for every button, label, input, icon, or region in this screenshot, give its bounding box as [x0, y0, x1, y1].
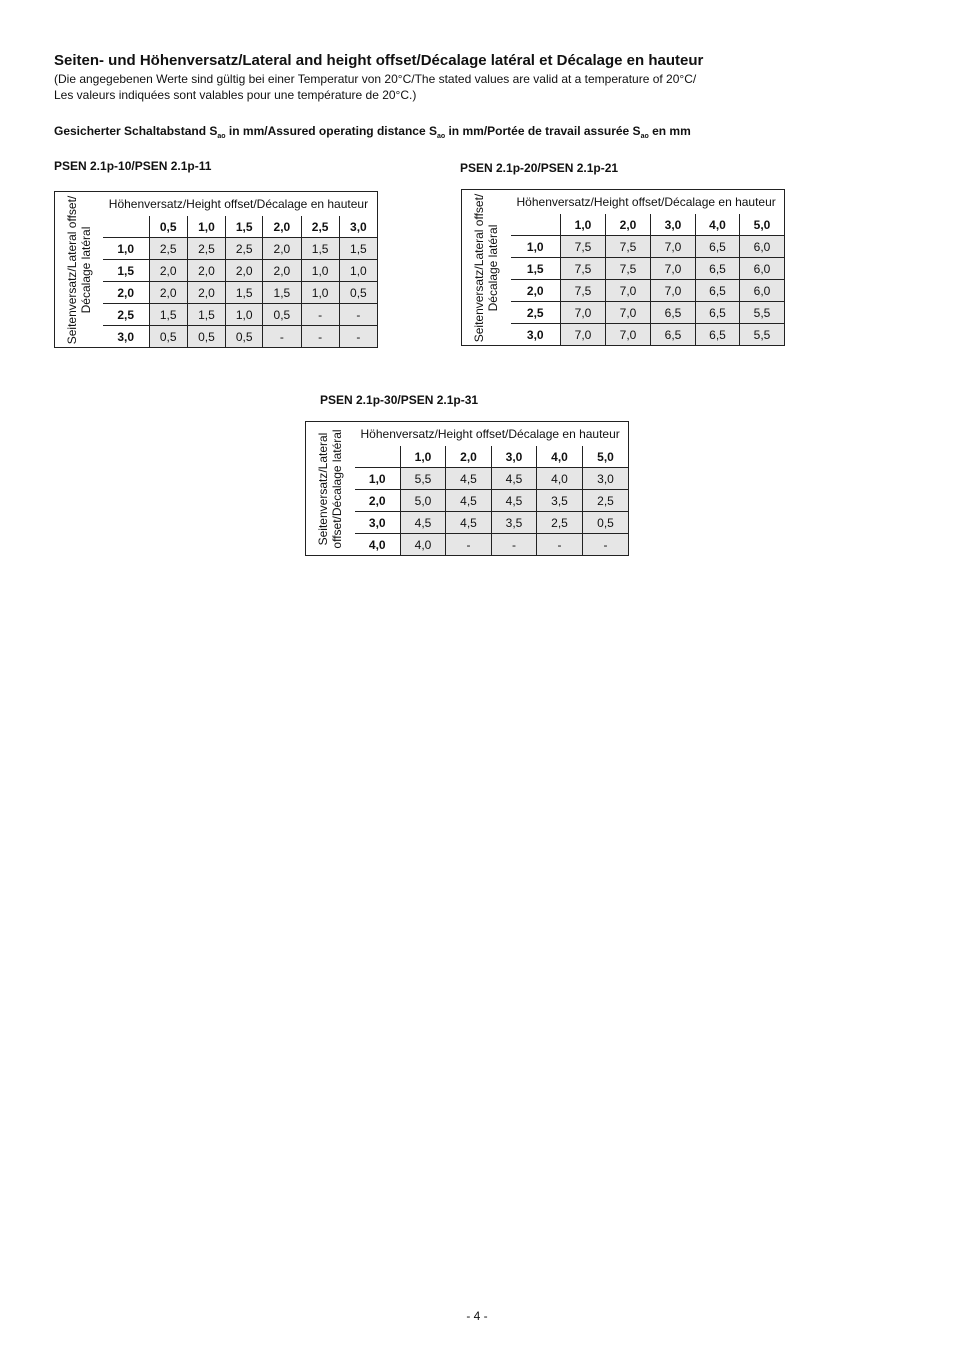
row-header: 3,0 — [511, 324, 561, 346]
lateral-offset-line-2: offset/Décalage latéral — [330, 428, 345, 549]
value-cell: 2,0 — [263, 238, 301, 260]
table-row — [55, 260, 378, 282]
lateral-offset-label — [462, 190, 511, 346]
row-header: 3,0 — [355, 512, 401, 534]
value-cell: 7,5 — [561, 280, 606, 302]
row-header: 2,5 — [511, 302, 561, 324]
value-cell: 2,0 — [187, 282, 225, 304]
assured-sub-1: ao — [217, 133, 226, 140]
offset-table-3 — [305, 421, 629, 556]
value-cell: 3,5 — [537, 490, 583, 512]
table-3-label: PSEN 2.1p-30/PSEN 2.1p-31 — [320, 393, 479, 407]
value-cell: 4,0 — [537, 468, 583, 490]
table-row — [55, 282, 378, 304]
lateral-offset-line-1: Seitenversatz/Lateral — [316, 432, 331, 545]
value-cell: 2,5 — [537, 512, 583, 534]
value-cell: 5,0 — [401, 490, 446, 512]
column-header: 4,0 — [696, 214, 740, 236]
temperature-note-line-2: Les valeurs indiquées sont valables pour une température de 20°C.) — [54, 88, 417, 102]
column-header: 2,0 — [446, 446, 492, 468]
assured-sub-3: ao — [640, 133, 649, 140]
value-cell: 1,5 — [339, 238, 377, 260]
value-cell: 6,5 — [696, 280, 740, 302]
value-cell: 0,5 — [226, 326, 263, 348]
column-header: 3,0 — [492, 446, 537, 468]
value-cell: 1,5 — [226, 282, 263, 304]
lateral-offset-line-1: Seitenversatz/Lateral offset/ — [64, 195, 79, 344]
table-row — [55, 238, 378, 260]
value-cell: 7,5 — [606, 258, 651, 280]
value-cell: - — [339, 304, 377, 326]
value-cell: 6,5 — [696, 236, 740, 258]
assured-text-3: in mm/Portée de travail assurée S — [445, 124, 641, 138]
value-cell: 7,0 — [606, 280, 651, 302]
value-cell: 7,0 — [606, 302, 651, 324]
column-header: 4,0 — [537, 446, 583, 468]
row-header: 2,0 — [355, 490, 401, 512]
value-cell: 1,5 — [301, 238, 339, 260]
value-cell: - — [263, 326, 301, 348]
lateral-offset-label — [306, 422, 355, 556]
column-header-row — [55, 216, 378, 238]
value-cell: 7,0 — [651, 258, 696, 280]
row-header: 1,0 — [103, 238, 149, 260]
value-cell: - — [583, 534, 629, 556]
value-cell: 6,5 — [651, 302, 696, 324]
value-cell: 6,0 — [740, 236, 785, 258]
corner-cell — [103, 216, 149, 238]
value-cell: 6,0 — [740, 258, 785, 280]
header-row — [462, 190, 785, 215]
value-cell: 2,5 — [226, 238, 263, 260]
value-cell: - — [339, 326, 377, 348]
value-cell: 1,5 — [149, 304, 187, 326]
column-header: 2,5 — [301, 216, 339, 238]
value-cell: 0,5 — [149, 326, 187, 348]
value-cell: 7,5 — [561, 236, 606, 258]
height-offset-header: Höhenversatz/Height offset/Décalage en hauteur — [108, 197, 369, 211]
header-row — [306, 422, 629, 447]
value-cell: 7,0 — [606, 324, 651, 346]
value-cell: 1,5 — [263, 282, 301, 304]
value-cell: 5,5 — [740, 302, 785, 324]
offset-table-2 — [461, 189, 785, 346]
value-cell: 6,5 — [651, 324, 696, 346]
row-header: 1,0 — [355, 468, 401, 490]
corner-cell — [511, 214, 561, 236]
value-cell: 4,5 — [446, 468, 492, 490]
value-cell: 4,5 — [446, 490, 492, 512]
column-header: 1,0 — [561, 214, 606, 236]
value-cell: 1,0 — [301, 282, 339, 304]
table-row — [55, 304, 378, 326]
assured-text-4: en mm — [648, 124, 691, 138]
assured-sub-2: ao — [436, 133, 446, 140]
header-row — [55, 192, 378, 217]
value-cell: 3,5 — [492, 512, 537, 534]
value-cell: 7,0 — [561, 324, 606, 346]
temperature-note-line-1: (Die angegebenen Werte sind gültig bei einer Temperatur von 20°C/The stated values are valid at a temperature of 20°C/ — [54, 72, 697, 86]
assured-text-2: in mm/Assured operating distance S — [225, 124, 437, 138]
value-cell: 2,5 — [583, 490, 629, 512]
value-cell: 4,5 — [446, 512, 492, 534]
row-header: 1,5 — [103, 260, 149, 282]
column-header: 5,0 — [583, 446, 629, 468]
column-header: 1,0 — [401, 446, 446, 468]
value-cell: 2,0 — [263, 260, 301, 282]
column-header: 2,0 — [606, 214, 651, 236]
value-cell: 0,5 — [263, 304, 301, 326]
value-cell: 7,0 — [651, 280, 696, 302]
table-row — [55, 326, 378, 348]
value-cell: 2,5 — [187, 238, 225, 260]
value-cell: 7,5 — [606, 236, 651, 258]
value-cell: 4,0 — [401, 534, 446, 556]
value-cell: 0,5 — [583, 512, 629, 534]
row-header: 4,0 — [355, 534, 401, 556]
value-cell: 5,5 — [740, 324, 785, 346]
value-cell: 6,0 — [740, 280, 785, 302]
offset-table-1 — [54, 191, 378, 348]
row-header: 2,0 — [511, 280, 561, 302]
value-cell: 5,5 — [401, 468, 446, 490]
column-header: 5,0 — [740, 214, 785, 236]
value-cell: 2,0 — [187, 260, 225, 282]
row-header: 1,0 — [511, 236, 561, 258]
value-cell: 2,0 — [226, 260, 263, 282]
value-cell: 6,5 — [696, 258, 740, 280]
value-cell: 0,5 — [339, 282, 377, 304]
page-title: Seiten- und Höhenversatz/Lateral and height offset/Décalage latéral et Décalage en hauteur — [54, 52, 704, 69]
column-header: 3,0 — [651, 214, 696, 236]
lateral-offset-text — [472, 193, 500, 342]
lateral-offset-line-1: Seitenversatz/Lateral offset/ — [472, 193, 487, 342]
column-header: 1,0 — [187, 216, 225, 238]
corner-cell — [355, 446, 401, 468]
value-cell: - — [301, 304, 339, 326]
value-cell: 3,0 — [583, 468, 629, 490]
column-header: 3,0 — [339, 216, 377, 238]
row-header: 2,5 — [103, 304, 149, 326]
value-cell: 4,5 — [492, 468, 537, 490]
lateral-offset-label — [55, 192, 103, 348]
page-number: - 4 - — [466, 1309, 488, 1323]
value-cell: 4,5 — [401, 512, 446, 534]
column-header: 1,5 — [226, 216, 263, 238]
value-cell: 0,5 — [187, 326, 225, 348]
row-header: 3,0 — [103, 326, 149, 348]
value-cell: 7,0 — [651, 236, 696, 258]
table-2-label: PSEN 2.1p-20/PSEN 2.1p-21 — [460, 161, 619, 175]
value-cell: 7,0 — [561, 302, 606, 324]
assured-text-1: Gesicherter Schaltabstand S — [54, 124, 218, 138]
lateral-offset-text — [65, 195, 93, 344]
height-offset-header: Höhenversatz/Height offset/Décalage en hauteur — [516, 195, 776, 209]
value-cell: 6,5 — [696, 302, 740, 324]
column-header: 0,5 — [149, 216, 187, 238]
value-cell: 1,0 — [339, 260, 377, 282]
lateral-offset-line-2: Décalage latéral — [486, 224, 501, 311]
value-cell: 1,5 — [187, 304, 225, 326]
value-cell: 1,0 — [301, 260, 339, 282]
value-cell: - — [446, 534, 492, 556]
value-cell: 1,0 — [226, 304, 263, 326]
value-cell: 6,5 — [696, 324, 740, 346]
row-header: 2,0 — [103, 282, 149, 304]
value-cell: 7,5 — [561, 258, 606, 280]
lateral-offset-text — [316, 429, 344, 548]
value-cell: - — [301, 326, 339, 348]
column-header: 2,0 — [263, 216, 301, 238]
table-1-label: PSEN 2.1p-10/PSEN 2.1p-11 — [54, 159, 212, 173]
value-cell: 2,5 — [149, 238, 187, 260]
height-offset-header: Höhenversatz/Height offset/Décalage en hauteur — [360, 427, 620, 441]
row-header: 1,5 — [511, 258, 561, 280]
value-cell: 2,0 — [149, 260, 187, 282]
value-cell: 2,0 — [149, 282, 187, 304]
value-cell: - — [537, 534, 583, 556]
value-cell: 4,5 — [492, 490, 537, 512]
value-cell: - — [492, 534, 537, 556]
lateral-offset-line-2: Décalage latéral — [78, 226, 93, 313]
assured-distance-heading — [54, 124, 691, 140]
